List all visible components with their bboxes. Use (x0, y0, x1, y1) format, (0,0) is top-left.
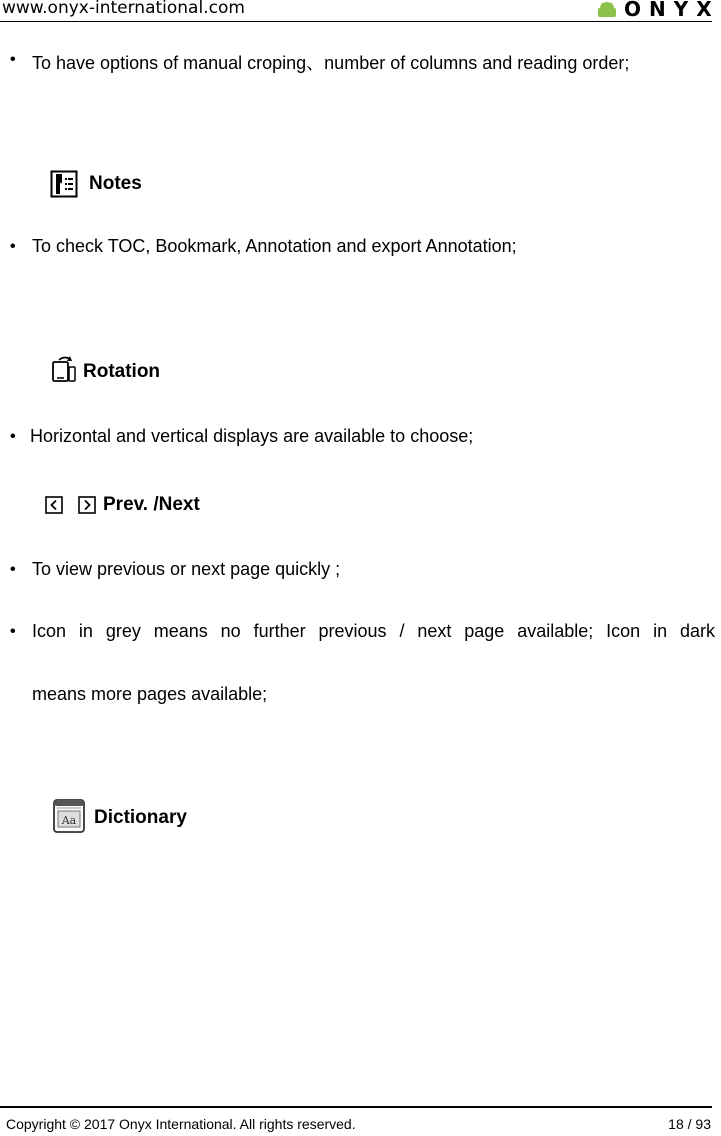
page-number: 18 / 93 (668, 1116, 711, 1132)
notes-icon (50, 170, 78, 198)
prev-page-icon (45, 496, 63, 514)
copyright-text: Copyright © 2017 Onyx International. All rights reserved. (6, 1116, 356, 1132)
logo-text: ONYX (624, 0, 720, 21)
page-header (0, 0, 721, 22)
section-title-rotation: Rotation (83, 361, 161, 382)
bullet-dot: • (10, 623, 16, 640)
onyx-logo (596, 0, 720, 21)
bullet-text: To view previous or next page quickly ; (32, 559, 341, 579)
section-title-notes: Notes (89, 173, 142, 194)
section-title-dictionary: Dictionary (94, 807, 187, 828)
logo-android-icon (596, 2, 618, 18)
svg-text:Aa: Aa (61, 814, 77, 827)
bullet-text: To check TOC, Bookmark, Annotation and export Annotation; (32, 236, 517, 256)
next-page-icon (78, 496, 96, 514)
bullet-dot: • (10, 51, 16, 68)
bullet-text: Horizontal and vertical displays are available to choose; (30, 426, 474, 446)
dictionary-icon (52, 798, 86, 834)
site-url: www.onyx-international.com (2, 0, 245, 18)
footer-divider (0, 1106, 712, 1108)
bullet-grey-icons-line2: means more pages available; (32, 684, 268, 704)
bullet-text: To have options of manual croping、number of columns and reading order; (32, 53, 630, 73)
bullet-grey-icons-line1: Icon in grey means no further previous / next page available; Icon in dark (32, 621, 715, 641)
rotation-icon (50, 355, 78, 383)
bullet-dot: • (10, 561, 16, 578)
bullet-dot: • (10, 428, 16, 445)
bullet-dot: • (10, 238, 16, 255)
header-divider (0, 21, 712, 22)
section-title-prevnext: Prev. /Next (103, 494, 200, 515)
